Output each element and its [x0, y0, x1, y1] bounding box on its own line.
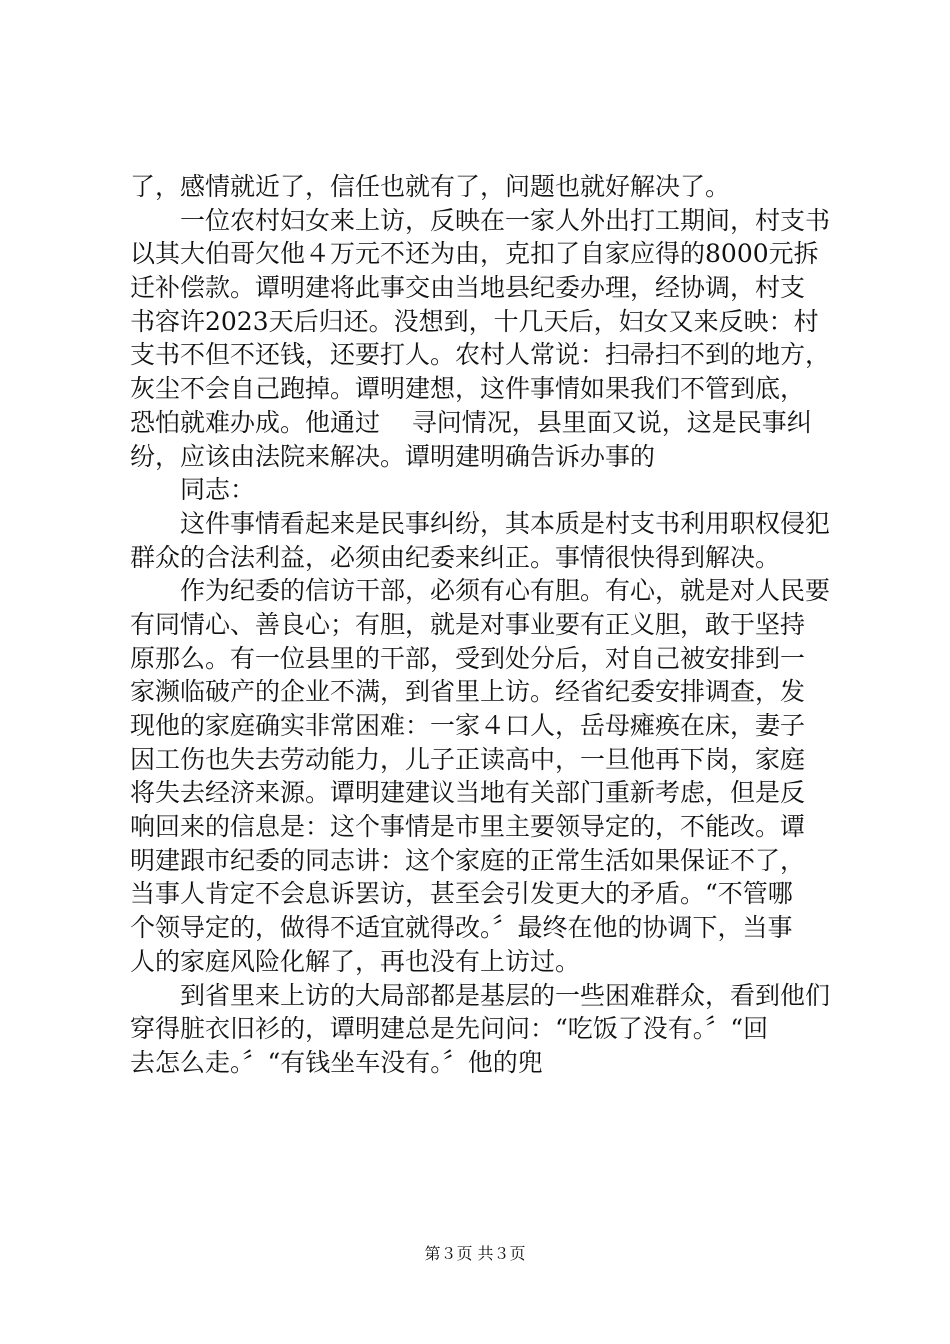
- text-line: 了，感情就近了，信任也就有了，问题也就好解决了。: [130, 172, 731, 201]
- text-line: 明建跟市纪委的同志讲：这个家庭的正常生活如果保证不了，: [130, 845, 806, 875]
- text-line: 当事人肯定不会息诉罢访，甚至会引发更大的矛盾。“不管哪: [130, 879, 793, 909]
- text-line: 个领导定的，做得不适宜就得改。〞最终在他的协调下，当事: [130, 913, 793, 943]
- text-line: 以其大伯哥欠他４万元不还为由，克扣了自家应得的8000元拆: [130, 239, 819, 269]
- text-line: 原那么。有一位县里的干部，受到处分后，对自己被安排到一: [130, 643, 806, 673]
- text-line: 穿得脏衣旧衫的，谭明建总是先问问：“吃饭了没有。〞“回: [130, 1014, 769, 1044]
- paragraph-start-line: 一位农村妇女来上访，反映在一家人外出打工期间，村支书: [180, 205, 830, 235]
- text-line: 支书不但不还钱，还要打人。农村人常说：扫帚扫不到的地方，: [130, 340, 830, 370]
- text-line: 去怎么走。〞“有钱坐车没有。〞他的兜: [130, 1047, 543, 1077]
- text-line: 灰尘不会自己跑掉。谭明建想，这件事情如果我们不管到底，: [130, 374, 806, 404]
- text-line: 纷，应该由法院来解决。谭明建明确告诉办事的: [130, 441, 656, 471]
- text-line: 书容许2023天后归还。没想到，十几天后，妇女又来反映：村: [130, 306, 819, 336]
- text-line: 恐怕就难办成。他通过 寻问情况，县里面又说，这是民事纠: [130, 407, 812, 437]
- text-line: 响回来的信息是：这个事情是市里主要领导定的，不能改。谭: [130, 812, 806, 842]
- page-number-footer: 第３页 共３页: [424, 1244, 526, 1263]
- paragraph-start-line: 作为纪委的信访干部，必须有心有胆。有心，就是对人民要: [180, 576, 830, 606]
- text-line: 因工伤也失去劳动能力，儿子正读高中，一旦他再下岗，家庭: [130, 744, 806, 774]
- paragraph-start-line: 这件事情看起来是民事纠纷，其本质是村支书利用职权侵犯: [180, 508, 830, 538]
- paragraph-start-line: 到省里来上访的大局部都是基层的一些困难群众，看到他们: [180, 980, 830, 1010]
- document-body: [130, 170, 830, 1080]
- text-line: 群众的合法利益，必须由纪委来纠正。事情很快得到解决。: [130, 542, 781, 572]
- text-line: 将失去经济来源。谭明建建议当地有关部门重新考虑，但是反: [130, 778, 806, 808]
- text-line: 有同情心、善良心；有胆，就是对事业要有正义胆，敢于坚持: [130, 609, 806, 639]
- text-line: 家濒临破产的企业不满，到省里上访。经省纪委安排调查，发: [130, 677, 806, 707]
- paragraph-start-line: 同志：: [180, 475, 256, 505]
- text-line: 现他的家庭确实非常困难：一家４口人，岳母瘫痪在床，妻子: [130, 711, 806, 740]
- text-line: 迁补偿款。谭明建将此事交由当地县纪委办理，经协调，村支: [130, 273, 806, 303]
- text-line: 人的家庭风险化解了，再也没有上访过。: [130, 946, 581, 976]
